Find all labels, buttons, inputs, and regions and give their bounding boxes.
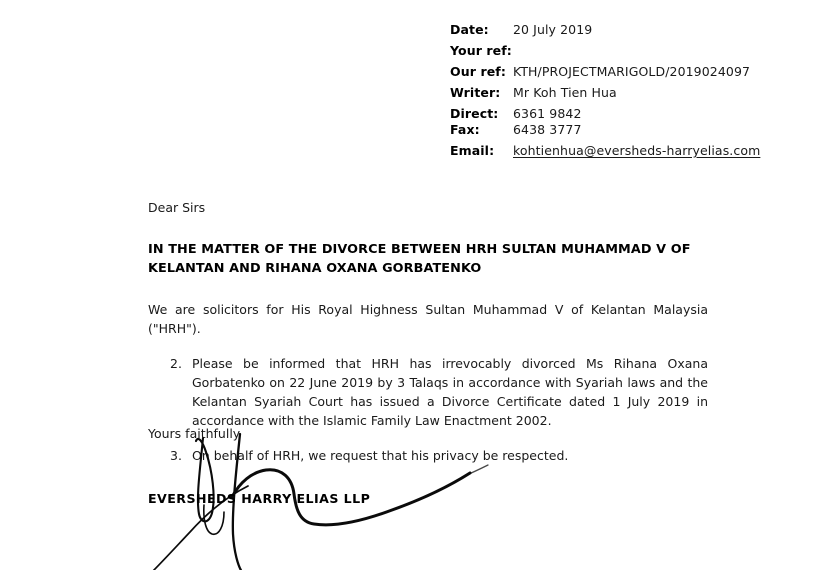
numbered-paragraph-list (148, 354, 708, 465)
paragraph-number: 2. (170, 356, 182, 372)
reference-row-email (450, 143, 810, 158)
numbered-paragraph-item (148, 446, 708, 465)
reference-row-writer (450, 85, 810, 100)
salutation: Dear Sirs (148, 200, 206, 215)
reference-row-fax (450, 122, 810, 137)
reference-value-writer: Mr Koh Tien Hua (513, 85, 617, 100)
subject-heading-line-2: KELANTAN AND RIHANA OXANA GORBATENKO (148, 260, 482, 276)
reference-row-your-ref (450, 43, 810, 58)
reference-row-date (450, 22, 810, 37)
subject-heading (148, 241, 708, 278)
reference-value-date: 20 July 2019 (513, 22, 593, 37)
paragraph-text: Please be informed that HRH has irrevocably divorced Ms Rihana Oxana Gorbatenko on 22 June 2019 by 3 Talaqs in accordance with Syariah laws and the Kelantan Syariah Court has issued a Divorce Certificate dated 1 July 2019 in accordance with the Islamic Family Law Enactment 2002. (192, 356, 708, 429)
subject-heading-line-1: IN THE MATTER OF THE DIVORCE BETWEEN HRH SULTAN MUHAMMAD V OF (148, 242, 691, 257)
reference-value-our-ref: KTH/PROJECTMARIGOLD/2019024097 (513, 64, 751, 79)
reference-label-our-ref: Our ref: (450, 64, 506, 79)
firm-name: EVERSHEDS HARRY ELIAS LLP (148, 491, 371, 506)
reference-label-direct: Direct: (450, 106, 499, 121)
reference-label-writer: Writer: (450, 85, 501, 100)
reference-label-fax: Fax: (450, 122, 480, 137)
letter-reference-block (450, 22, 810, 164)
closing-salutation: Yours faithfully (148, 426, 241, 441)
reference-row-our-ref (450, 64, 810, 79)
reference-label-email: Email: (450, 143, 495, 158)
numbered-paragraph-item (148, 354, 708, 430)
paragraph-number: 3. (170, 448, 182, 464)
reference-value-fax: 6438 3777 (513, 122, 582, 137)
email-link[interactable]: kohtienhua@eversheds-harryelias.com (513, 143, 761, 158)
paragraph-text: On behalf of HRH, we request that his privacy be respected. (192, 448, 569, 464)
intro-paragraph: We are solicitors for His Royal Highness Sultan Muhammad V of Kelantan Malaysia ("HRH"). (148, 302, 708, 337)
reference-row-direct (450, 106, 810, 121)
reference-value-direct: 6361 9842 (513, 106, 582, 121)
reference-label-your-ref: Your ref: (450, 43, 512, 58)
reference-label-date: Date: (450, 22, 489, 37)
